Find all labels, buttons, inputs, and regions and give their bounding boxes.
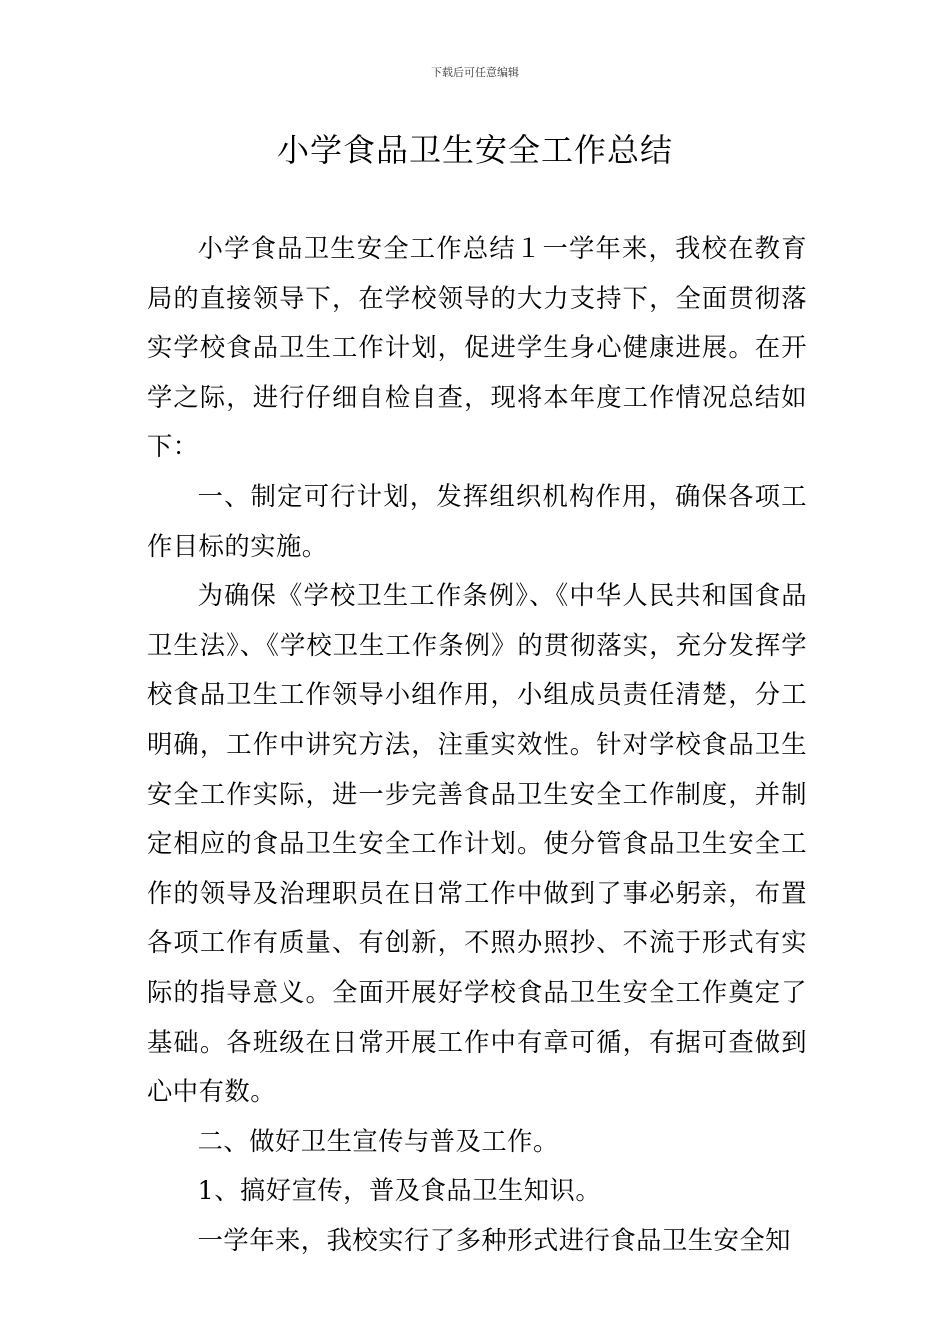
document-body xyxy=(147,224,807,1265)
header-note: 下载后可任意编辑 xyxy=(431,66,519,79)
document-title: 小学食品卫生安全工作总结 xyxy=(276,131,673,169)
paragraph-section-2-heading: 二、做好卫生宣传与普及工作。 xyxy=(197,1126,559,1156)
paragraph-intro: 小学食品卫生安全工作总结１一学年来，我校在教育局的直接领导下，在学校领导的大力支持下，全面贯彻落实学校食品卫生工作计划，促进学生身心健康进展。在开学之际，进行仔细自检自查，现将本年度工作情况总结如下： xyxy=(147,234,807,462)
paragraph-subsection-1-heading: 1、搞好宣传，普及食品卫生知识。 xyxy=(197,1176,602,1206)
paragraph-subsection-1-body: 一学年来，我校实行了多种形式进行食品卫生安全知 xyxy=(197,1225,791,1255)
paragraph-section-1-body: 为确保《学校卫生工作条例》、《中华人民共和国食品卫生法》、《学校卫生工作条例》的贯彻落实，充分发挥学校食品卫生工作领导小组作用，小组成员责任清楚，分工明确，工作中讲究方法，注重实效性。针对学校食品卫生安全工作实际，进一步完善食品卫生安全工作制度，并制定相应的食品卫生安全工作计划。使分管食品卫生安全工作的领导及治理职员在日常工作中做到了事必躬亲，布置各项工作有质量、有创新，不照办照抄、不流于形式有实际的指导意义。全面开展好学校食品卫生安全工作奠定了基础。各班级在日常开展工作中有章可循，有据可查做到心中有数。 xyxy=(147,581,807,1107)
paragraph-section-1-heading: 一、制定可行计划，发挥组织机构作用，确保各项工作目标的实施。 xyxy=(147,481,807,561)
